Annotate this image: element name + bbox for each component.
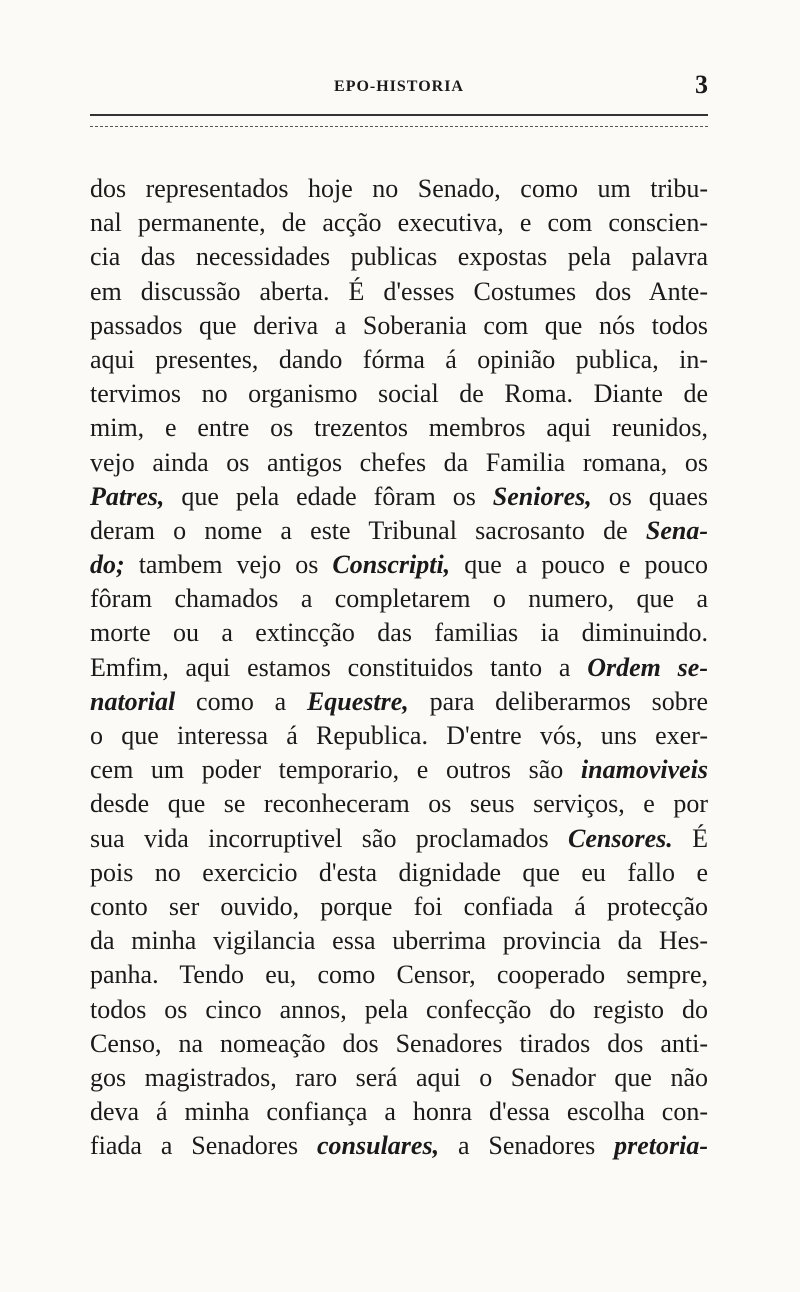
italic-text: Equestre, xyxy=(306,686,409,716)
text-segment: em discussão aberta. É d'esses Costumes dos Ante- xyxy=(90,276,708,306)
italic-text: Ordem se- xyxy=(587,652,708,682)
text-segment: morte ou a extincção das familias ia diminuindo. xyxy=(90,618,708,648)
text-line xyxy=(90,446,708,480)
italic-text: natorial xyxy=(90,686,176,716)
text-line xyxy=(90,240,708,274)
text-segment: dos representados hoje no Senado, como um tribu- xyxy=(90,174,708,203)
text-segment: desde que se reconheceram os seus serviços, e por xyxy=(90,789,708,819)
text-line xyxy=(90,1061,708,1095)
text-segment: Emfim, aqui estamos constituidos tanto a xyxy=(90,652,588,682)
text-segment: pois no exercicio d'esta dignidade que eu fallo e xyxy=(90,857,708,887)
italic-text: Conscripti, xyxy=(332,550,451,580)
text-segment: sua vida incorruptivel são proclamados xyxy=(90,823,568,853)
text-segment: É xyxy=(672,823,708,853)
text-segment: que a pouco e pouco xyxy=(450,550,709,580)
text-segment: fôram chamados a completarem o numero, que a xyxy=(90,584,708,614)
text-segment: o que interessa á Republica. D'entre vós, uns exer- xyxy=(90,721,708,750)
text-line xyxy=(90,685,708,719)
text-line xyxy=(90,309,708,343)
text-segment: da minha vigilancia essa uberrima provincia da Hes- xyxy=(90,926,708,956)
italic-text: consulares, xyxy=(317,1131,440,1161)
text-line xyxy=(90,856,708,890)
text-line xyxy=(90,548,708,582)
text-segment: nal permanente, de acção executiva, e com conscien- xyxy=(90,208,708,238)
text-line xyxy=(90,719,708,753)
running-title: EPO-HISTORIA xyxy=(334,78,464,95)
header-rule-secondary xyxy=(90,126,708,127)
text-segment: os quaes xyxy=(591,481,708,511)
text-line xyxy=(90,1027,708,1061)
text-line xyxy=(90,890,708,924)
text-line xyxy=(90,275,708,309)
text-line xyxy=(90,1095,708,1129)
text-line xyxy=(90,172,708,206)
text-segment: passados que deriva a Soberania com que nós todos xyxy=(90,310,708,340)
running-head xyxy=(90,70,708,102)
italic-text: Seniores, xyxy=(492,481,592,511)
body-text xyxy=(90,172,708,1163)
italic-text: Patres, xyxy=(90,481,165,511)
text-line xyxy=(90,206,708,240)
text-line xyxy=(90,480,708,514)
text-line xyxy=(90,924,708,958)
text-segment: mim, e entre os trezentos membros aqui reunidos, xyxy=(90,413,708,443)
text-segment: para deliberarmos sobre xyxy=(408,686,708,716)
italic-text: inamoviveis xyxy=(580,755,708,785)
text-segment: cem um poder temporario, e outros são xyxy=(90,755,581,785)
text-segment: conto ser ouvido, porque foi confiada á protecção xyxy=(90,891,708,921)
text-segment: aqui presentes, dando fórma á opinião publica, in- xyxy=(90,344,708,374)
text-line xyxy=(90,753,708,787)
text-segment: a Senadores xyxy=(439,1131,615,1161)
text-line xyxy=(90,343,708,377)
text-line xyxy=(90,377,708,411)
italic-text: Sena- xyxy=(645,515,708,545)
text-segment: Censo, na nomeação dos Senadores tirados dos anti- xyxy=(90,1028,708,1058)
text-line xyxy=(90,958,708,992)
text-line xyxy=(90,651,708,685)
text-line xyxy=(90,514,708,548)
text-line xyxy=(90,822,708,856)
text-segment: todos os cinco annos, pela confecção do registo do xyxy=(90,994,708,1024)
text-segment: deva á minha confiança a honra d'essa escolha con- xyxy=(90,1097,708,1127)
page-number: 3 xyxy=(695,70,708,99)
italic-text: do; xyxy=(90,550,125,580)
text-line xyxy=(90,787,708,821)
text-segment: cia das necessidades publicas expostas pela palavra xyxy=(90,242,708,272)
text-segment: fiada a Senadores xyxy=(90,1131,317,1161)
text-segment: como a xyxy=(175,686,307,716)
text-segment: vejo ainda os antigos chefes da Familia romana, os xyxy=(90,447,708,477)
text-segment: panha. Tendo eu, como Censor, cooperado sempre, xyxy=(90,960,708,990)
italic-text: pretoria- xyxy=(614,1131,708,1161)
text-line xyxy=(90,993,708,1027)
text-segment: deram o nome a este Tribunal sacrosanto de xyxy=(90,515,646,545)
text-segment: tambem vejo os xyxy=(124,550,333,580)
header-rule xyxy=(90,114,708,116)
text-line xyxy=(90,411,708,445)
text-segment: tervimos no organismo social de Roma. Diante de xyxy=(90,379,708,409)
italic-text: Censores. xyxy=(568,823,673,853)
text-segment: gos magistrados, raro será aqui o Senador que não xyxy=(90,1062,708,1092)
text-line xyxy=(90,582,708,616)
text-line xyxy=(90,616,708,650)
text-segment: que pela edade fôram os xyxy=(164,481,493,511)
text-line xyxy=(90,1129,708,1163)
